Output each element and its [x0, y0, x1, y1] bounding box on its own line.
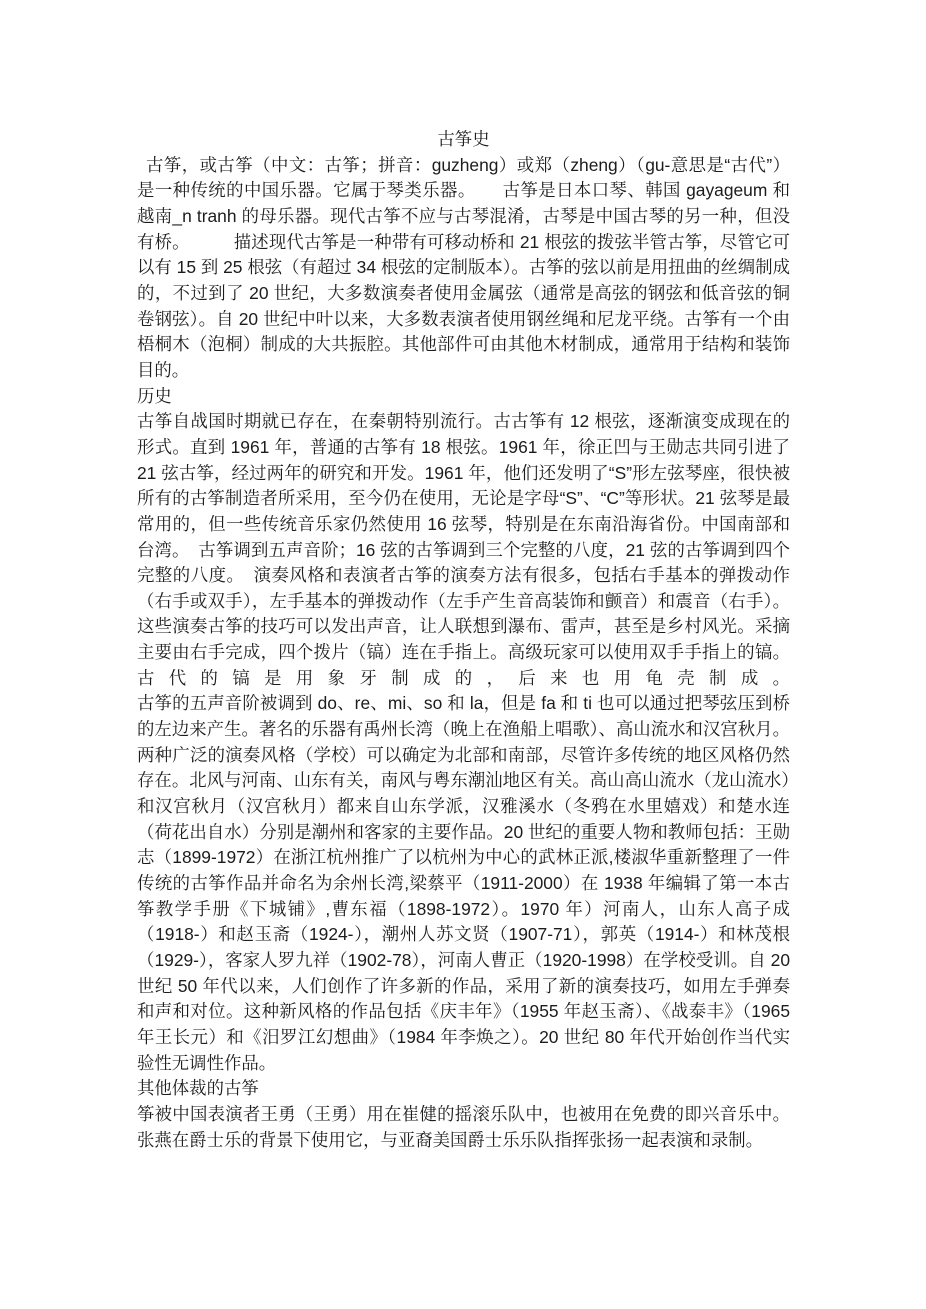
document-body	[137, 127, 790, 1153]
document-title: 古筝史	[437, 129, 490, 149]
paragraph-other-genres: 筝被中国表演者王勇（王勇）用在崔健的摇滚乐队中，也被用在免费的即兴音乐中。张燕在爵士乐的背景下使用它，与亚裔美国爵士乐乐队指挥张扬一起表演和录制。	[137, 1103, 790, 1150]
section-heading-history: 历史	[137, 385, 172, 406]
paragraph-schools-and-figures: 两种广泛的演奏风格（学校）可以确定为北部和南部，尽管许多传统的地区风格仍然存在。北风与河南、山东有关，南风与粤东潮汕地区有关。高山高山流水（龙山流水）和汉宫秋月（汉宫秋月）都来自山东学派，汉雅溪水（冬鸦在水里嬉戏）和楚水连（荷花出自水）分别是潮州和客家的主要作品。20 世纪的重要人物和教师包括：王勋志（1899-1972）在浙江杭州推广了以杭州为中心的武林正派,楼淑华重新整理了一件传统的古筝作品并命名为余州长湾,梁蔡平（1911-2000）在 1938 年编辑了第一本古筝教学手册《下城铺》,曹东福（1898-1972）。1970 年）河南人，山东人高子成（1918-）和赵玉斋（1924-），潮州人苏文贤（1907-71），郭英（1914-）和林茂根（1929-），客家人罗九祥（1902-78），河南人曹正（1920-1998）在学校受训。自 20 世纪 50 年代以来，人们创作了许多新的作品，采用了新的演奏技巧，如用左手弹奏和声和对位。这种新风格的作品包括《庆丰年》（1955 年赵玉斋）、《战泰丰》（1965 年王长元）和《汨罗江幻想曲》（1984 年李焕之）。20 世纪 80 年代开始创作当代实验性无调性作品。	[137, 744, 790, 1073]
paragraph-introduction: 古筝，或古筝（中文：古筝；拼音：guzheng）或郑（zheng）（gu-意思是“古代”）是一种传统的中国乐器。它属于琴类乐器。 古筝是日本口琴、韩国 gayageum 和越南_n tranh 的母乐器。现代古筝不应与古琴混淆，古琴是中国古琴的另一种，但没有桥。 描述现代古筝是一种带有可移动桥和 21 根弦的拨弦半管古筝，尽管它可以有 15 到 25 根弦（有超过 34 根弦的定制版本）。古筝的弦以前是用扭曲的丝绸制成的，不过到了 20 世纪，大多数演奏者使用金属弦（通常是高弦的钢弦和低音弦的铜卷钢弦）。自 20 世纪中叶以来，大多数表演者使用钢丝绳和尼龙平绕。古筝有一个由梧桐木（泡桐）制成的大共振腔。其他部件可由其他木材制成，通常用于结构和装饰目的。	[137, 154, 790, 380]
paragraph-history-origins: 古筝自战国时期就已存在，在秦朝特别流行。古古筝有 12 根弦，逐渐演变成现在的形式。直到 1961 年，普通的古筝有 18 根弦。1961 年，徐正凹与王勋志共同引进了 21 弦古筝，经过两年的研究和开发。1961 年，他们还发明了“S”形左弦琴座，很快被所有的古筝制造者所采用，至今仍在使用，无论是字母“S”、“C”等形状。21 弦琴是最常用的，但一些传统音乐家仍然使用 16 弦琴，特别是在东南沿海省份。中国南部和台湾。 古筝调到五声音阶；16 弦的古筝调到三个完整的八度，21 弦的古筝调到四个完整的八度。 演奏风格和表演者古筝的演奏方法有很多，包括右手基本的弹拨动作（右手或双手），左手基本的弹拨动作（左手产生音高装饰和颤音）和震音（右手）。这些演奏古筝的技巧可以发出声音，让人联想到瀑布、雷声，甚至是乡村风光。采摘主要由右手完成，四个拨片（镐）连在手指上。高级玩家可以使用双手手指上的镐。古代的镐是用象牙制成的，后来也用龟壳制成。	[137, 411, 790, 688]
section-heading-other-genres: 其他体裁的古筝	[137, 1078, 259, 1099]
paragraph-pentatonic-scale: 古筝的五声音阶被调到 do、re、mi、so 和 la，但是 fa 和 ti 也可以通过把琴弦压到桥的左边来产生。著名的乐器有禹州长湾（晚上在渔船上唱歌）、高山流水和汉宫秋月。	[137, 693, 790, 740]
